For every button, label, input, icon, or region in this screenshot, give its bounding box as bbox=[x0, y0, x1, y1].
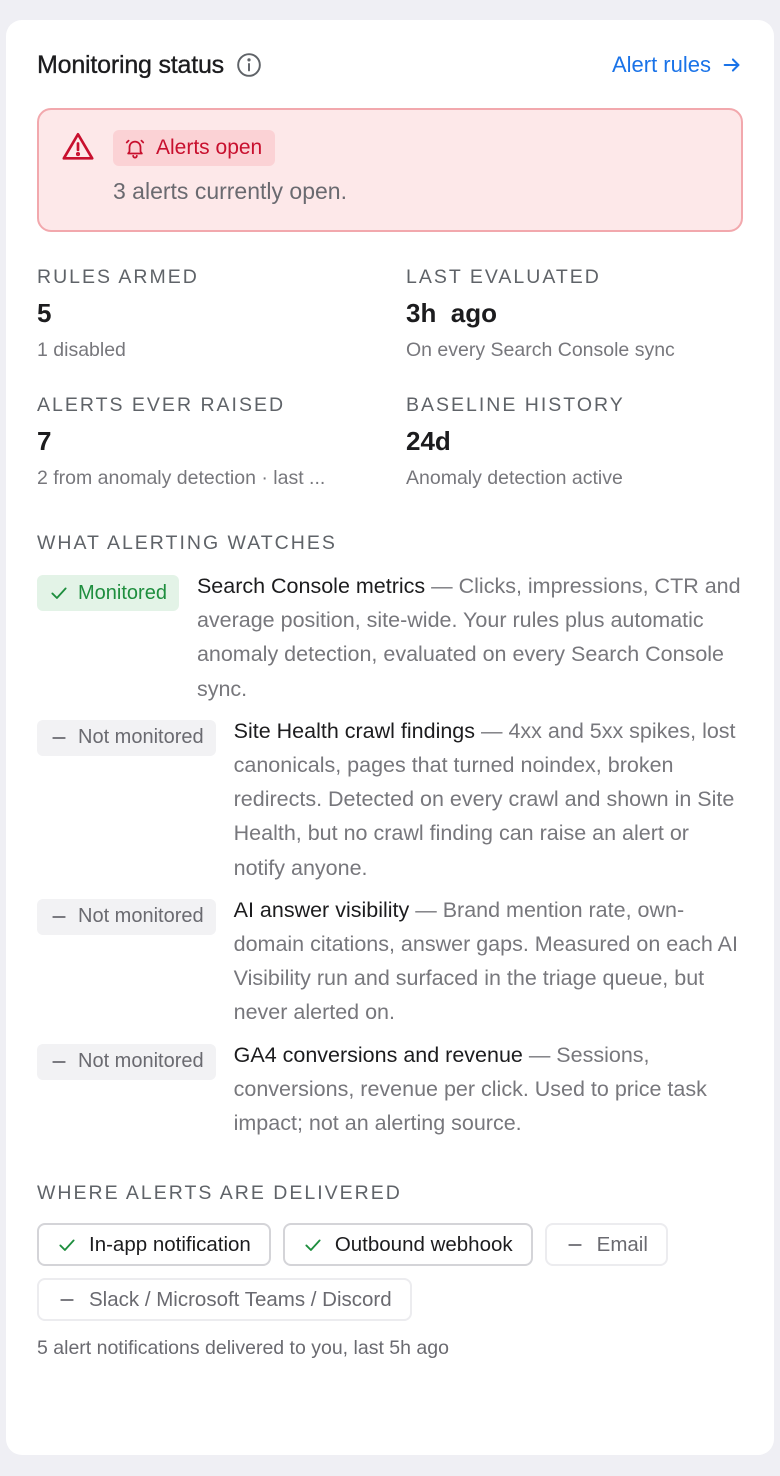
watch-name: Site Health crawl findings bbox=[233, 718, 476, 743]
stat-value: 5 bbox=[37, 298, 52, 328]
monitored-badge bbox=[37, 575, 179, 611]
not-monitored-badge bbox=[37, 720, 216, 756]
stat-label: LAST EVALUATED bbox=[406, 266, 601, 288]
delivery-channels bbox=[37, 1223, 717, 1321]
alerts-open-label: Alerts open bbox=[156, 136, 263, 159]
bell-icon bbox=[124, 137, 146, 159]
check-icon bbox=[303, 1235, 323, 1255]
watch-description bbox=[234, 714, 743, 885]
alerts-open-message: 3 alerts currently open. bbox=[113, 178, 347, 204]
channel-webhook[interactable] bbox=[283, 1223, 533, 1266]
section-label: WHERE ALERTS ARE DELIVERED bbox=[37, 1182, 402, 1205]
stat-baseline-history bbox=[406, 394, 744, 490]
stat-value: 3h ago bbox=[406, 298, 498, 328]
watch-name: Search Console metrics bbox=[196, 574, 426, 598]
stat-value: 24d bbox=[406, 426, 451, 456]
alerts-open-banner bbox=[37, 108, 743, 232]
watch-detail: — Clicks, impressions, CTR and average position, site-wide. Your rules plus automatic anomaly detection, evaluated on every Search Console sync. bbox=[196, 574, 741, 701]
check-icon bbox=[57, 1235, 77, 1255]
alerting-watches-section bbox=[37, 532, 743, 1140]
stat-value: 7 bbox=[37, 426, 52, 456]
list-item bbox=[37, 720, 743, 885]
stat-alerts-ever-raised bbox=[37, 394, 406, 490]
channel-in-app[interactable] bbox=[37, 1223, 271, 1266]
badge-label: Not monitored bbox=[78, 905, 204, 928]
watch-list bbox=[37, 575, 743, 1140]
dash-icon bbox=[57, 1290, 77, 1310]
dash-icon bbox=[49, 1052, 69, 1072]
card-header bbox=[37, 50, 743, 80]
header-title-group bbox=[37, 51, 262, 80]
channel-chat-apps[interactable] bbox=[37, 1278, 412, 1321]
warning-triangle-icon bbox=[61, 130, 95, 164]
badge-label: Monitored bbox=[78, 581, 167, 604]
badge-label: Not monitored bbox=[78, 726, 204, 749]
watch-description bbox=[197, 569, 743, 706]
stat-last-evaluated bbox=[406, 266, 744, 362]
alert-delivery-section bbox=[37, 1182, 743, 1360]
watch-description bbox=[234, 1038, 743, 1141]
list-item bbox=[37, 575, 743, 706]
section-label: WHAT ALERTING WATCHES bbox=[37, 532, 337, 554]
watch-detail: — Sessions, conversions, revenue per click. Used to price task impact; not an alerting source. bbox=[233, 1042, 707, 1136]
delivery-footer-note: 5 alert notifications delivered to you, last 5h ago bbox=[37, 1337, 449, 1360]
watch-detail: — 4xx and 5xx spikes, lost canonicals, pages that turned noindex, broken redirects. Detected on every crawl and shown in Site Health, but no crawl finding can raise an alert or notify anyone. bbox=[233, 718, 736, 880]
list-item bbox=[37, 899, 743, 1030]
channel-label: Outbound webhook bbox=[334, 1232, 513, 1256]
badge-label: Not monitored bbox=[78, 1050, 204, 1073]
stat-sub: 2 from anomaly detection · last ... bbox=[37, 467, 326, 489]
stat-label: ALERTS EVER RAISED bbox=[37, 394, 286, 416]
banner-body bbox=[113, 130, 347, 210]
not-monitored-badge bbox=[37, 899, 216, 935]
watch-name: AI answer visibility bbox=[233, 897, 410, 922]
stat-rules-armed bbox=[37, 266, 406, 362]
stat-sub: Anomaly detection active bbox=[406, 467, 623, 489]
dash-icon bbox=[49, 728, 69, 748]
not-monitored-badge bbox=[37, 1044, 216, 1080]
dash-icon bbox=[565, 1235, 585, 1255]
watch-description bbox=[234, 893, 743, 1030]
check-icon bbox=[49, 583, 69, 603]
watch-name: GA4 conversions and revenue bbox=[233, 1042, 523, 1067]
arrow-right-icon bbox=[721, 54, 743, 76]
info-icon[interactable] bbox=[236, 52, 262, 78]
list-item bbox=[37, 1044, 743, 1141]
alert-rules-label: Alert rules bbox=[611, 52, 711, 77]
card-title: Monitoring status bbox=[37, 50, 224, 79]
alerts-open-pill bbox=[113, 130, 275, 166]
stat-label: BASELINE HISTORY bbox=[406, 394, 625, 416]
stat-sub: On every Search Console sync bbox=[406, 339, 675, 361]
dash-icon bbox=[49, 907, 69, 927]
watch-detail: — Brand mention rate, own-domain citations, answer gaps. Measured on each AI Visibility run and surfaced in the triage queue, but never alerted on. bbox=[233, 897, 738, 1025]
monitoring-status-card bbox=[6, 20, 774, 1455]
alert-rules-link[interactable] bbox=[612, 52, 743, 78]
stat-label: RULES ARMED bbox=[37, 266, 199, 288]
stat-sub: 1 disabled bbox=[37, 339, 126, 361]
stats-grid bbox=[37, 266, 743, 490]
channel-label: In-app notification bbox=[89, 1232, 251, 1256]
channel-email[interactable] bbox=[545, 1223, 668, 1266]
channel-label: Slack / Microsoft Teams / Discord bbox=[89, 1287, 392, 1311]
channel-label: Email bbox=[596, 1232, 648, 1256]
